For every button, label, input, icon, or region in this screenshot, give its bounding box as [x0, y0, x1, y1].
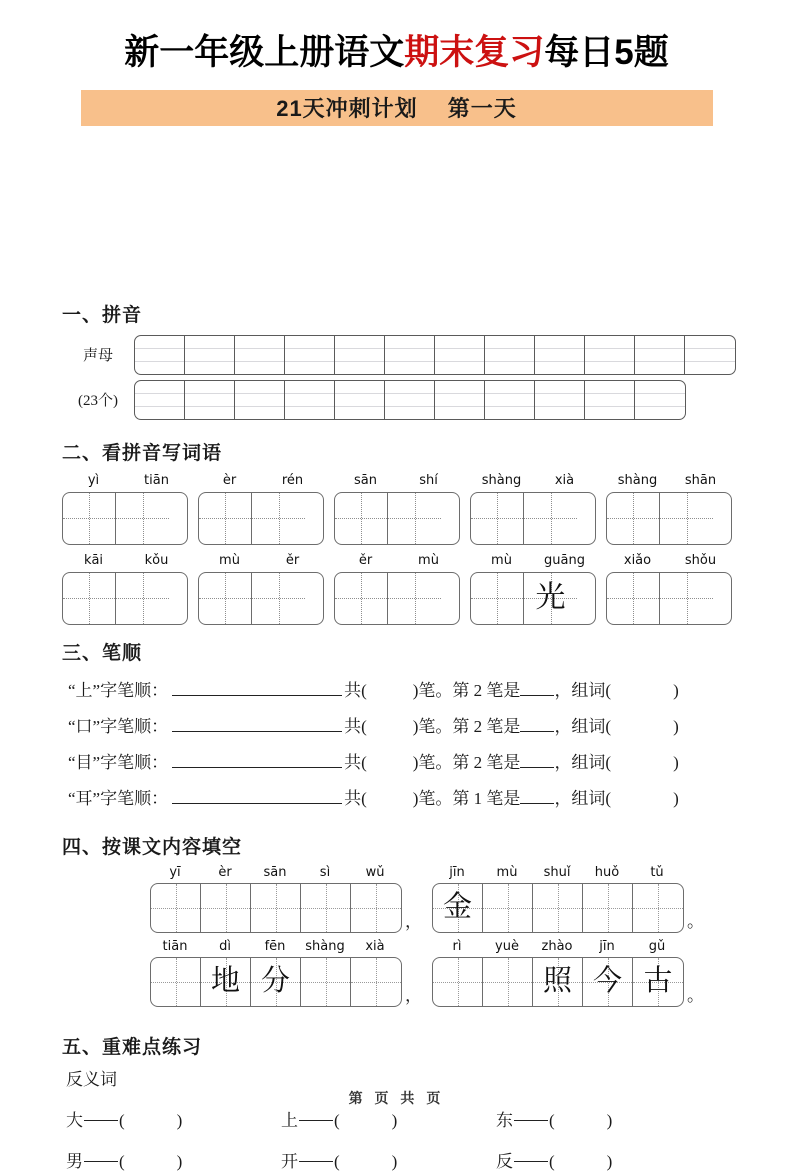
tianzige-cell[interactable] [335, 493, 388, 544]
written-character: 照 [542, 965, 572, 997]
tianzige-box[interactable] [334, 492, 460, 545]
pinyin-cell[interactable] [635, 381, 685, 419]
word-pinyin-hint [198, 553, 324, 568]
pinyin-syllable: kǒu [144, 552, 169, 568]
tianzige-cell[interactable] [252, 573, 305, 624]
pinyin-syllable: gǔ [648, 938, 666, 954]
fill-character-grid[interactable] [150, 957, 402, 1007]
tianzige-box[interactable] [606, 572, 732, 625]
pinyin-syllable: shí [419, 472, 438, 488]
antonym-answer-open: ( [334, 1110, 340, 1130]
stroke-order-prompt: “口”字笔顺： [68, 716, 169, 736]
tianzige-cell[interactable] [63, 573, 116, 624]
section-pinyin-heading: 一、拼音 [62, 304, 143, 326]
word-pinyin-hint [198, 473, 324, 488]
fill-blanks-rows [62, 865, 762, 1007]
fill-blanks-row [62, 939, 762, 1007]
tianzige-box[interactable] [470, 572, 596, 625]
antonym-item [66, 1106, 281, 1131]
write-word-item [470, 473, 596, 545]
antonym-dash [299, 1161, 333, 1162]
pinyin-syllable: kāi [83, 552, 104, 568]
pinyin-cell[interactable] [185, 381, 235, 419]
section-pinyin [62, 300, 762, 420]
word-pinyin-hint [62, 553, 188, 568]
pinyin-cell[interactable] [135, 381, 185, 419]
antonym-dash [84, 1120, 118, 1121]
fill-character-cell[interactable] [633, 884, 683, 932]
write-words-rows [62, 473, 762, 625]
antonym-rows [62, 1106, 762, 1172]
fill-blanks-row [62, 865, 762, 933]
antonym-prompt-word: 东 [496, 1110, 513, 1130]
antonym-answer-close: ) [391, 1151, 398, 1171]
pinyin-syllable: yuè [495, 938, 519, 954]
pinyin-cell[interactable] [585, 381, 635, 419]
antonym-item [496, 1147, 711, 1172]
pinyin-syllable: huǒ [594, 864, 620, 880]
pinyin-row-1 [62, 335, 762, 375]
stroke-order-line [62, 784, 762, 809]
antonym-prompt-word: 男 [66, 1151, 83, 1171]
antonym-answer-close: ) [176, 1151, 183, 1171]
pinyin-cell[interactable] [235, 381, 285, 419]
stroke-order-prompt: “耳”字笔顺： [68, 788, 169, 808]
section-key-points-heading: 五、重难点练习 [62, 1036, 203, 1058]
pinyin-syllable: xià [554, 472, 575, 488]
pinyin-cell[interactable] [485, 336, 535, 374]
pinyin-syllable: shuǐ [543, 864, 571, 880]
pinyin-cell[interactable] [335, 381, 385, 419]
pinyin-syllable: jīn [449, 864, 465, 880]
pinyin-cell[interactable] [435, 381, 485, 419]
word-pinyin-hint [470, 473, 596, 488]
fill-character-cell[interactable] [533, 958, 583, 1006]
pinyin-cell[interactable] [285, 381, 335, 419]
fill-punctuation: ， [405, 911, 422, 931]
nth-stroke-prompt: )笔。第 2 笔是 [412, 716, 521, 736]
nth-stroke-answer-blank[interactable] [520, 753, 554, 768]
pinyin-row-2 [62, 380, 762, 420]
fill-character-cell[interactable] [483, 884, 533, 932]
fill-pinyin-hint [150, 939, 402, 954]
make-word-open: ，组词( [554, 788, 612, 808]
tianzige-cell[interactable] [199, 573, 252, 624]
pinyin-syllable: jīn [599, 938, 615, 954]
pinyin-cell[interactable] [635, 336, 685, 374]
pinyin-syllable: tiān [162, 938, 188, 954]
write-word-item [334, 473, 460, 545]
antonym-prompt-word: 开 [281, 1151, 298, 1171]
tianzige-cell[interactable] [471, 573, 524, 624]
pinyin-syllable: ěr [358, 552, 373, 568]
antonym-item [281, 1106, 496, 1131]
tianzige-cell[interactable] [63, 493, 116, 544]
antonym-answer-open: ( [119, 1151, 125, 1171]
stroke-count-open: 共( [344, 752, 367, 772]
fill-character-cell[interactable] [301, 884, 351, 932]
write-words-row [62, 553, 732, 625]
fill-character-cell[interactable] [433, 958, 483, 1006]
write-word-item [606, 553, 732, 625]
plan-banner [81, 90, 713, 126]
pinyin-syllable: sān [354, 472, 377, 488]
pinyin-cell[interactable] [385, 381, 435, 419]
tianzige-cell[interactable] [524, 573, 577, 624]
section-fill-blanks [62, 832, 762, 1007]
tianzige-cell[interactable] [524, 493, 577, 544]
pinyin-syllable: sān [263, 864, 287, 880]
pinyin-cell[interactable] [235, 336, 285, 374]
fill-character-cell[interactable] [583, 884, 633, 932]
pinyin-cell[interactable] [285, 336, 335, 374]
pinyin-label-shengmu: 声母 [82, 348, 113, 364]
stroke-order-prompt: “目”字笔顺： [68, 752, 169, 772]
section-write-words [62, 438, 762, 625]
page-title-accent: 期末复习 [404, 33, 545, 72]
word-pinyin-hint [606, 553, 732, 568]
fill-character-cell[interactable] [633, 958, 683, 1006]
fill-character-cell[interactable] [351, 958, 401, 1006]
pinyin-fourline-grid-row2[interactable] [134, 380, 686, 420]
pinyin-cell[interactable] [385, 336, 435, 374]
stroke-order-answer-blank[interactable] [172, 717, 342, 732]
write-word-item [198, 473, 324, 545]
word-pinyin-hint [334, 553, 460, 568]
stroke-order-lines [62, 676, 762, 809]
pinyin-syllable: shàng [481, 472, 522, 488]
antonym-row [62, 1106, 762, 1131]
word-pinyin-hint [62, 473, 188, 488]
fill-blank-group [432, 865, 684, 933]
pinyin-syllable: mù [496, 864, 518, 880]
antonym-item [66, 1147, 281, 1172]
write-word-item [606, 473, 732, 545]
tianzige-cell[interactable] [660, 573, 713, 624]
pinyin-syllable: mù [491, 552, 512, 568]
written-character: 地 [210, 965, 240, 997]
pinyin-fourline-grid-row1[interactable] [134, 335, 736, 375]
word-pinyin-hint [470, 553, 596, 568]
make-word-open: ，组词( [554, 752, 612, 772]
tianzige-box[interactable] [470, 492, 596, 545]
word-pinyin-hint [334, 473, 460, 488]
antonym-row [62, 1147, 762, 1172]
antonym-answer-open: ( [334, 1151, 340, 1171]
make-word-close: ) [673, 788, 679, 808]
antonym-dash [299, 1120, 333, 1121]
stroke-count-open: 共( [344, 716, 367, 736]
write-word-item [62, 473, 188, 545]
pinyin-cell[interactable] [535, 336, 585, 374]
tianzige-cell[interactable] [252, 493, 305, 544]
tianzige-cell[interactable] [607, 493, 660, 544]
stroke-count-open: 共( [344, 788, 367, 808]
fill-pinyin-hint [432, 865, 684, 880]
fill-character-cell[interactable] [351, 884, 401, 932]
tianzige-cell[interactable] [116, 573, 169, 624]
fill-blank-group [432, 939, 684, 1007]
antonym-answer-close: ) [606, 1110, 613, 1130]
pinyin-syllable: sì [319, 864, 331, 880]
pinyin-syllable: wǔ [365, 864, 385, 880]
pinyin-syllable: yī [169, 864, 181, 880]
antonym-answer-close: ) [391, 1110, 398, 1130]
written-character: 光 [535, 581, 566, 614]
nth-stroke-answer-blank[interactable] [520, 717, 554, 732]
tianzige-cell[interactable] [607, 573, 660, 624]
pinyin-cell[interactable] [185, 336, 235, 374]
tianzige-cell[interactable] [199, 493, 252, 544]
antonym-item [281, 1147, 496, 1172]
section-stroke-order-heading: 三、笔顺 [62, 642, 143, 664]
stroke-order-answer-blank[interactable] [172, 753, 342, 768]
pinyin-cell[interactable] [335, 336, 385, 374]
antonym-answer-close: ) [606, 1151, 613, 1171]
write-words-row [62, 473, 732, 545]
fill-character-cell[interactable] [251, 958, 301, 1006]
pinyin-syllable: yì [87, 472, 100, 488]
section-write-words-heading: 二、看拼音写词语 [62, 442, 223, 464]
pinyin-syllable: xià [365, 938, 385, 954]
fill-blank-group [150, 939, 402, 1007]
fill-punctuation: 。 [687, 985, 704, 1005]
nth-stroke-prompt: )笔。第 1 笔是 [412, 788, 521, 808]
pinyin-syllable: ěr [285, 552, 300, 568]
written-character: 金 [442, 891, 472, 923]
antonym-dash [84, 1161, 118, 1162]
pinyin-syllable: rén [281, 472, 304, 488]
make-word-open: ，组词( [554, 716, 612, 736]
pinyin-syllable: èr [222, 472, 237, 488]
word-pinyin-hint [606, 473, 732, 488]
make-word-close: ) [673, 680, 679, 700]
nth-stroke-answer-blank[interactable] [520, 789, 554, 804]
antonym-item [496, 1106, 711, 1131]
antonym-answer-close: ) [176, 1110, 183, 1130]
stroke-order-answer-blank[interactable] [172, 681, 342, 696]
nth-stroke-prompt: )笔。第 2 笔是 [412, 680, 521, 700]
antonym-answer-open: ( [119, 1110, 125, 1130]
fill-character-cell[interactable] [583, 958, 633, 1006]
antonym-answer-open: ( [549, 1110, 555, 1130]
stroke-count-open: 共( [344, 680, 367, 700]
fill-character-cell[interactable] [251, 884, 301, 932]
fill-pinyin-hint [150, 865, 402, 880]
tianzige-cell[interactable] [471, 493, 524, 544]
antonym-prompt-word: 大 [66, 1110, 83, 1130]
stroke-order-line [62, 712, 762, 737]
antonym-dash [514, 1161, 548, 1162]
make-word-open: ，组词( [554, 680, 612, 700]
pinyin-syllable: zhào [541, 938, 573, 954]
page-title-suffix: 每日5题 [544, 33, 669, 72]
fill-punctuation: 。 [687, 911, 704, 931]
antonyms-subheading: 反义词 [66, 1069, 117, 1089]
tianzige-box[interactable] [62, 492, 188, 545]
pinyin-syllable: shàng [617, 472, 658, 488]
antonym-prompt-word: 反 [496, 1151, 513, 1171]
fill-punctuation: ， [405, 985, 422, 1005]
antonym-prompt-word: 上 [281, 1110, 298, 1130]
plan-banner-label: 21天冲刺计划 第一天 [276, 96, 517, 121]
tianzige-box[interactable] [198, 492, 324, 545]
written-character: 古 [643, 965, 673, 997]
tianzige-cell[interactable] [116, 493, 169, 544]
page-title-prefix: 新一年级上册语文 [124, 33, 405, 72]
tianzige-cell[interactable] [335, 573, 388, 624]
tianzige-cell[interactable] [660, 493, 713, 544]
pinyin-syllable: fēn [264, 938, 286, 954]
write-word-item [470, 553, 596, 625]
written-character: 分 [260, 965, 290, 997]
pinyin-syllable: shān [684, 472, 717, 488]
pinyin-syllable: tǔ [650, 864, 664, 880]
write-word-item [198, 553, 324, 625]
section-stroke-order [62, 638, 762, 809]
tianzige-box[interactable] [62, 572, 188, 625]
tianzige-box[interactable] [334, 572, 460, 625]
fill-character-grid[interactable] [150, 883, 402, 933]
fill-character-cell[interactable] [151, 884, 201, 932]
tianzige-box[interactable] [606, 492, 732, 545]
make-word-close: ) [673, 752, 679, 772]
pinyin-syllable: dì [219, 938, 231, 954]
write-word-item [62, 553, 188, 625]
antonym-dash [514, 1120, 548, 1121]
page-title [0, 0, 793, 73]
fill-character-cell[interactable] [151, 958, 201, 1006]
fill-blank-group [150, 865, 402, 933]
antonym-answer-open: ( [549, 1151, 555, 1171]
page-footer: 第 页 共 页 [348, 1090, 445, 1106]
fill-pinyin-hint [432, 939, 684, 954]
fill-character-cell[interactable] [533, 884, 583, 932]
fill-character-cell[interactable] [433, 884, 483, 932]
pinyin-cell[interactable] [485, 381, 535, 419]
nth-stroke-answer-blank[interactable] [520, 681, 554, 696]
pinyin-cell[interactable] [535, 381, 585, 419]
fill-character-cell[interactable] [483, 958, 533, 1006]
pinyin-cell[interactable] [685, 336, 735, 374]
stroke-order-line [62, 748, 762, 773]
pinyin-syllable: mù [418, 552, 439, 568]
pinyin-syllable: tiān [144, 472, 169, 488]
fill-character-cell[interactable] [201, 958, 251, 1006]
pinyin-syllable: mù [219, 552, 240, 568]
pinyin-syllable: shàng [305, 938, 345, 954]
make-word-close: ) [673, 716, 679, 736]
stroke-order-prompt: “上”字笔顺： [68, 680, 169, 700]
pinyin-syllable: shǒu [684, 552, 717, 568]
pinyin-syllable: xiǎo [623, 552, 652, 568]
pinyin-syllable: rì [452, 938, 462, 954]
pinyin-cell[interactable] [585, 336, 635, 374]
pinyin-cell[interactable] [435, 336, 485, 374]
tianzige-cell[interactable] [388, 493, 441, 544]
fill-character-cell[interactable] [301, 958, 351, 1006]
write-word-item [334, 553, 460, 625]
pinyin-cell[interactable] [135, 336, 185, 374]
fill-character-grid[interactable] [432, 883, 684, 933]
pinyin-syllable: guāng [544, 552, 585, 568]
pinyin-syllable: èr [218, 864, 232, 880]
nth-stroke-prompt: )笔。第 2 笔是 [412, 752, 521, 772]
stroke-order-answer-blank[interactable] [172, 789, 342, 804]
fill-character-grid[interactable] [432, 957, 684, 1007]
written-character: 今 [592, 965, 622, 997]
tianzige-cell[interactable] [388, 573, 441, 624]
section-fill-blanks-heading: 四、按课文内容填空 [62, 836, 243, 858]
fill-character-cell[interactable] [201, 884, 251, 932]
tianzige-box[interactable] [198, 572, 324, 625]
stroke-order-line [62, 676, 762, 701]
pinyin-label-count: (23个) [78, 393, 118, 409]
